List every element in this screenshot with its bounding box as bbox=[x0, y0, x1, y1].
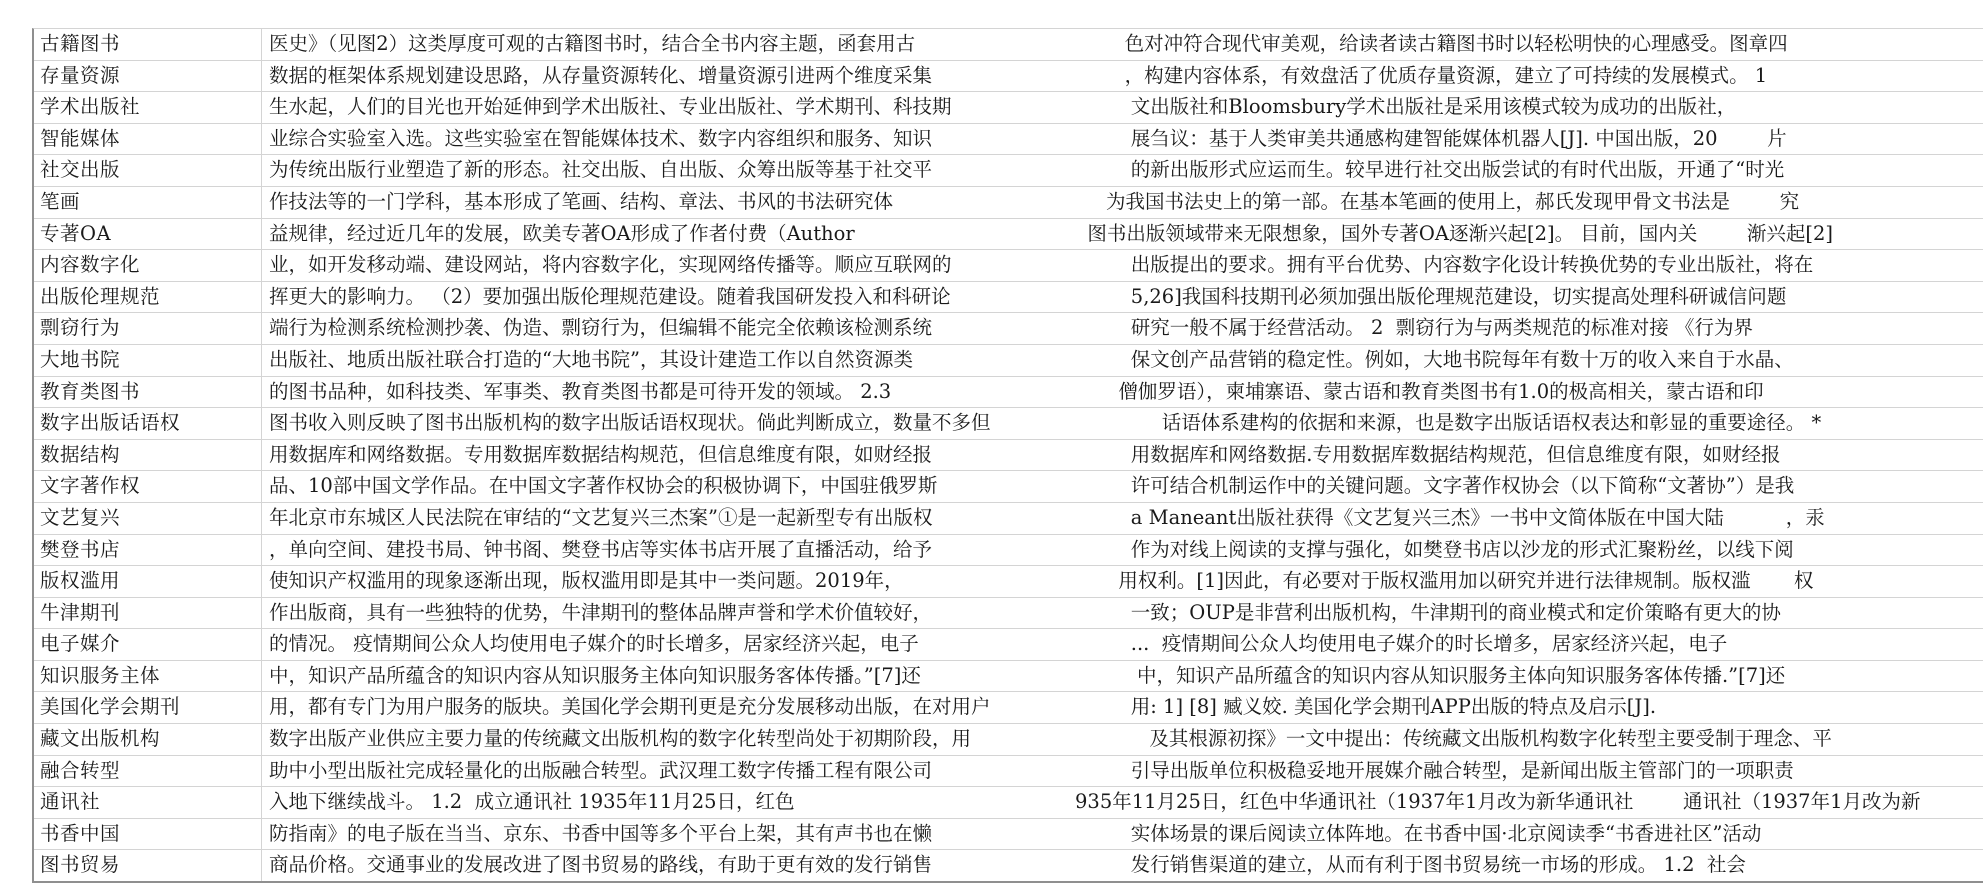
table-row bbox=[34, 408, 1983, 440]
context-left-cell[interactable]: 挥更大的影响力。 （2）要加强出版伦理规范建设。随着我国研发投入和科研论 bbox=[269, 284, 951, 308]
table-row bbox=[34, 155, 1983, 187]
term-cell[interactable]: 数字出版话语权 bbox=[34, 408, 262, 439]
table-row bbox=[34, 503, 1983, 535]
table-row bbox=[34, 598, 1983, 630]
context-left-cell[interactable]: 生水起，人们的目光也开始延伸到学术出版社、专业出版社、学术期刊、科技期 bbox=[269, 95, 952, 119]
context-right-cell[interactable]: 色对冲符合现代审美观，给读者读古籍图书时以轻松明快的心理感受。图章四 bbox=[1075, 32, 1788, 55]
context-left-cell[interactable]: 作出版商，具有一些独特的优势，牛津期刊的整体品牌声誉和学术价值较好， bbox=[269, 600, 933, 624]
context-left-cell[interactable]: 出版社、地质出版社联合打造的“大地书院”，其设计建造工作以自然资源类 bbox=[269, 347, 913, 371]
term-cell[interactable]: 藏文出版机构 bbox=[34, 724, 262, 755]
term-cell[interactable]: 教育类图书 bbox=[34, 377, 262, 408]
context-left-cell[interactable]: 为传统出版行业塑造了新的形态。社交出版、自出版、众筹出版等基于社交平 bbox=[269, 158, 933, 182]
context-left-cell[interactable]: 年北京市东城区人民法院在审结的“文艺复兴三杰案”①是一起新型专有出版权 bbox=[269, 505, 933, 529]
context-left-cell[interactable]: 作技法等的一门学科，基本形成了笔画、结构、章法、书风的书法研究体 bbox=[269, 189, 894, 213]
context-left-cell[interactable]: 入地下继续战斗。 1.2 成立通讯社 1935年11月25日，红色 bbox=[269, 790, 795, 814]
term-cell[interactable]: 知识服务主体 bbox=[34, 661, 262, 692]
context-left-cell[interactable]: 端行为检测系统检测抄袭、伪造、剽窃行为，但编辑不能完全依赖该检测系统 bbox=[269, 316, 933, 340]
context-left-cell[interactable]: 益规律，经过近几年的发展，欧美专著OA形成了作者付费（Author bbox=[269, 221, 855, 245]
term-cell[interactable]: 融合转型 bbox=[34, 756, 262, 787]
table-row bbox=[34, 29, 1983, 61]
context-right-cell[interactable]: 引导出版单位积极稳妥地开展媒介融合转型，是新闻出版主管部门的一项职责 bbox=[1075, 758, 1794, 782]
context-right-cell[interactable]: 用数据库和网络数据.专用数据库数据结构规范，但信息维度有限，如财经报 bbox=[1075, 442, 1781, 466]
context-left-cell[interactable]: 使知识产权滥用的现象逐渐出现，版权滥用即是其中一类问题。2019年， bbox=[269, 569, 904, 593]
context-left-cell[interactable]: 用数据库和网络数据。专用数据库数据结构规范，但信息维度有限，如财经报 bbox=[269, 442, 933, 466]
context-right-cell[interactable]: 中，知识产品所蕴含的知识内容从知识服务主体向知识服务客体传播.”[7]还 bbox=[1075, 663, 1786, 687]
term-cell[interactable]: 电子媒介 bbox=[34, 629, 262, 660]
table-row bbox=[34, 724, 1983, 756]
term-cell[interactable]: 美国化学会期刊 bbox=[34, 692, 262, 723]
table-row bbox=[34, 282, 1983, 314]
term-cell[interactable]: 专著OA bbox=[34, 219, 262, 250]
context-right-cell[interactable]: 及其根源初探》一文中提出：传统藏文出版机构数字化转型主要受制于理念、平 bbox=[1075, 727, 1832, 751]
term-cell[interactable]: 文艺复兴 bbox=[34, 503, 262, 534]
term-cell[interactable]: 大地书院 bbox=[34, 345, 262, 376]
term-cell[interactable]: 剽窃行为 bbox=[34, 313, 262, 344]
context-left-cell[interactable]: 品、10部中国文学作品。在中国文字著作权协会的积极协调下，中国驻俄罗斯 bbox=[269, 474, 938, 498]
table-row bbox=[34, 250, 1983, 282]
context-right-cell[interactable]: 图书出版领域带来无限想象，国外专著OA逐渐兴起[2]。 目前，国内关 渐兴起[2] bbox=[1075, 221, 1833, 245]
context-right-cell[interactable]: 许可结合机制运作中的关键问题。文字著作权协会（以下简称“文著协”）是我 bbox=[1075, 474, 1795, 498]
table-row bbox=[34, 219, 1983, 251]
context-right-cell[interactable]: 一致；OUP是非营利出版机构，牛津期刊的商业模式和定价策略有更大的协 bbox=[1075, 600, 1781, 624]
context-right-cell[interactable]: 实体场景的课后阅读立体阵地。在书香中国·北京阅读季“书香进社区”活动 bbox=[1075, 821, 1762, 845]
term-cell[interactable]: 社交出版 bbox=[34, 155, 262, 186]
table-row bbox=[34, 92, 1983, 124]
table-row bbox=[34, 61, 1983, 93]
term-cell[interactable]: 图书贸易 bbox=[34, 850, 262, 881]
context-right-cell[interactable]: 展刍议：基于人类审美共通感构建智能媒体机器人[J]. 中国出版，20 片 bbox=[1075, 126, 1787, 150]
context-left-cell[interactable]: 中，知识产品所蕴含的知识内容从知识服务主体向知识服务客体传播。”[7]还 bbox=[269, 663, 921, 687]
context-right-cell[interactable]: 作为对线上阅读的支撑与强化，如樊登书店以沙龙的形式汇聚粉丝，以线下阅 bbox=[1075, 537, 1794, 561]
context-right-cell[interactable]: 935年11月25日，红色中华通讯社（1937年1月改为新华通讯社 通讯社（1937年1月改为新 bbox=[1075, 790, 1921, 814]
table-row bbox=[34, 756, 1983, 788]
table-row bbox=[34, 377, 1983, 409]
context-left-cell[interactable]: 防指南》的电子版在当当、京东、书香中国等多个平台上架，其有声书也在懒 bbox=[269, 821, 933, 845]
context-right-cell[interactable]: ，构建内容体系，有效盘活了优质存量资源，建立了可持续的发展模式。 1 bbox=[1075, 63, 1768, 87]
context-right-cell[interactable]: 的新出版形式应运而生。较早进行社交出版尝试的有时代出版，开通了“时光 bbox=[1075, 158, 1785, 182]
term-cell[interactable]: 智能媒体 bbox=[34, 124, 262, 155]
table-row bbox=[34, 345, 1983, 377]
table-row bbox=[34, 629, 1983, 661]
term-cell[interactable]: 出版伦理规范 bbox=[34, 282, 262, 313]
table-row bbox=[34, 692, 1983, 724]
table-row bbox=[34, 535, 1983, 567]
context-right-cell[interactable]: 发行销售渠道的建立，从而有利于图书贸易统一市场的形成。 1.2 社会 bbox=[1075, 853, 1746, 877]
spreadsheet-grid bbox=[32, 28, 1983, 883]
context-right-cell[interactable]: 5,26]我国科技期刊必须加强出版伦理规范建设，切实提高处理科研诚信问题 bbox=[1075, 284, 1787, 308]
term-cell[interactable]: 樊登书店 bbox=[34, 535, 262, 566]
table-row bbox=[34, 819, 1983, 851]
context-right-cell[interactable]: 用: 1] [8] 臧义姣. 美国化学会期刊APP出版的特点及启示[J]. bbox=[1075, 695, 1657, 719]
term-cell[interactable]: 笔画 bbox=[34, 187, 262, 218]
table-row bbox=[34, 440, 1983, 472]
term-cell[interactable]: 学术出版社 bbox=[34, 92, 262, 123]
term-cell[interactable]: 版权滥用 bbox=[34, 566, 262, 597]
table-row bbox=[34, 787, 1983, 819]
table-row bbox=[34, 313, 1983, 345]
context-right-cell[interactable]: 出版提出的要求。拥有平台优势、内容数字化设计转换优势的专业出版社，将在 bbox=[1075, 253, 1814, 277]
context-right-cell[interactable]: 保文创产品营销的稳定性。例如，大地书院每年有数十万的收入来自于水晶、 bbox=[1075, 347, 1794, 371]
term-cell[interactable]: 数据结构 bbox=[34, 440, 262, 471]
term-cell[interactable]: 牛津期刊 bbox=[34, 598, 262, 629]
context-left-cell[interactable]: ，单向空间、建投书局、钟书阁、樊登书店等实体书店开展了直播活动，给予 bbox=[269, 537, 933, 561]
context-left-cell[interactable]: 商品价格。交通事业的发展改进了图书贸易的路线，有助于更有效的发行销售 bbox=[269, 853, 933, 877]
term-cell[interactable]: 内容数字化 bbox=[34, 250, 262, 281]
context-right-cell[interactable]: 为我国书法史上的第一部。在基本笔画的使用上，郝氏发现甲骨文书法是 究 bbox=[1075, 189, 1800, 213]
context-left-cell[interactable]: 数字出版产业供应主要力量的传统藏文出版机构的数字化转型尚处于初期阶段，用 bbox=[269, 727, 972, 751]
context-left-cell[interactable]: 数据的框架体系规划建设思路，从存量资源转化、增量资源引进两个维度采集 bbox=[269, 63, 933, 87]
context-left-cell[interactable]: 业综合实验室入选。这些实验室在智能媒体技术、数字内容组织和服务、知识 bbox=[269, 126, 933, 150]
context-left-cell[interactable]: 的图书品种，如科技类、军事类、教育类图书都是可待开发的领域。 2.3 bbox=[269, 379, 892, 403]
context-left-cell[interactable]: 图书收入则反映了图书出版机构的数字出版话语权现状。倘此判断成立，数量不多但 bbox=[269, 411, 991, 435]
context-right-cell[interactable]: 用权利。[1]因此，有必要对于版权滥用加以研究并进行法律规制。版权滥 权 bbox=[1075, 569, 1814, 593]
context-right-cell[interactable]: 话语体系建构的依据和来源，也是数字出版话语权表达和彰显的重要途径。 * bbox=[1075, 411, 1822, 435]
context-left-cell[interactable]: 助中小型出版社完成轻量化的出版融合转型。武汉理工数字传播工程有限公司 bbox=[269, 758, 933, 782]
context-right-cell[interactable]: ... 疫情期间公众人均使用电子媒介的时长增多，居家经济兴起，电子 bbox=[1075, 632, 1728, 656]
context-right-cell[interactable]: 文出版社和Bloomsbury学术出版社是采用该模式较为成功的出版社， bbox=[1075, 95, 1737, 119]
term-cell[interactable]: 文字著作权 bbox=[34, 471, 262, 502]
table-row bbox=[34, 850, 1983, 883]
term-cell[interactable]: 古籍图书 bbox=[34, 29, 262, 60]
context-left-cell[interactable]: 的情况。 疫情期间公众人均使用电子媒介的时长增多，居家经济兴起，电子 bbox=[269, 632, 919, 656]
context-right-cell[interactable]: 研究一般不属于经营活动。 2 剽窃行为与两类规范的标准对接 《行为界 bbox=[1075, 316, 1753, 340]
context-left-cell[interactable]: 业，如开发移动端、建设网站，将内容数字化，实现网络传播等。顺应互联网的 bbox=[269, 253, 952, 277]
table-row bbox=[34, 566, 1983, 598]
table-row bbox=[34, 124, 1983, 156]
context-right-cell[interactable]: 僧伽罗语），柬埔寨语、蒙古语和教育类图书有1.0的极高相关，蒙古语和印 bbox=[1075, 379, 1764, 403]
term-cell[interactable]: 书香中国 bbox=[34, 819, 262, 850]
table-row bbox=[34, 661, 1983, 693]
context-left-cell[interactable]: 用，都有专门为用户服务的版块。美国化学会期刊更是充分发展移动出版，在对用户 bbox=[269, 695, 991, 719]
table-row bbox=[34, 471, 1983, 503]
term-cell[interactable]: 通讯社 bbox=[34, 787, 262, 818]
context-left-cell[interactable]: 医史》（见图2）这类厚度可观的古籍图书时，结合全书内容主题，函套用古 bbox=[269, 32, 916, 55]
table-row bbox=[34, 187, 1983, 219]
term-cell[interactable]: 存量资源 bbox=[34, 61, 262, 92]
context-right-cell[interactable]: a Maneant出版社获得《文艺复兴三杰》一书中文简体版在中国大陆 ，汞 bbox=[1075, 505, 1825, 529]
